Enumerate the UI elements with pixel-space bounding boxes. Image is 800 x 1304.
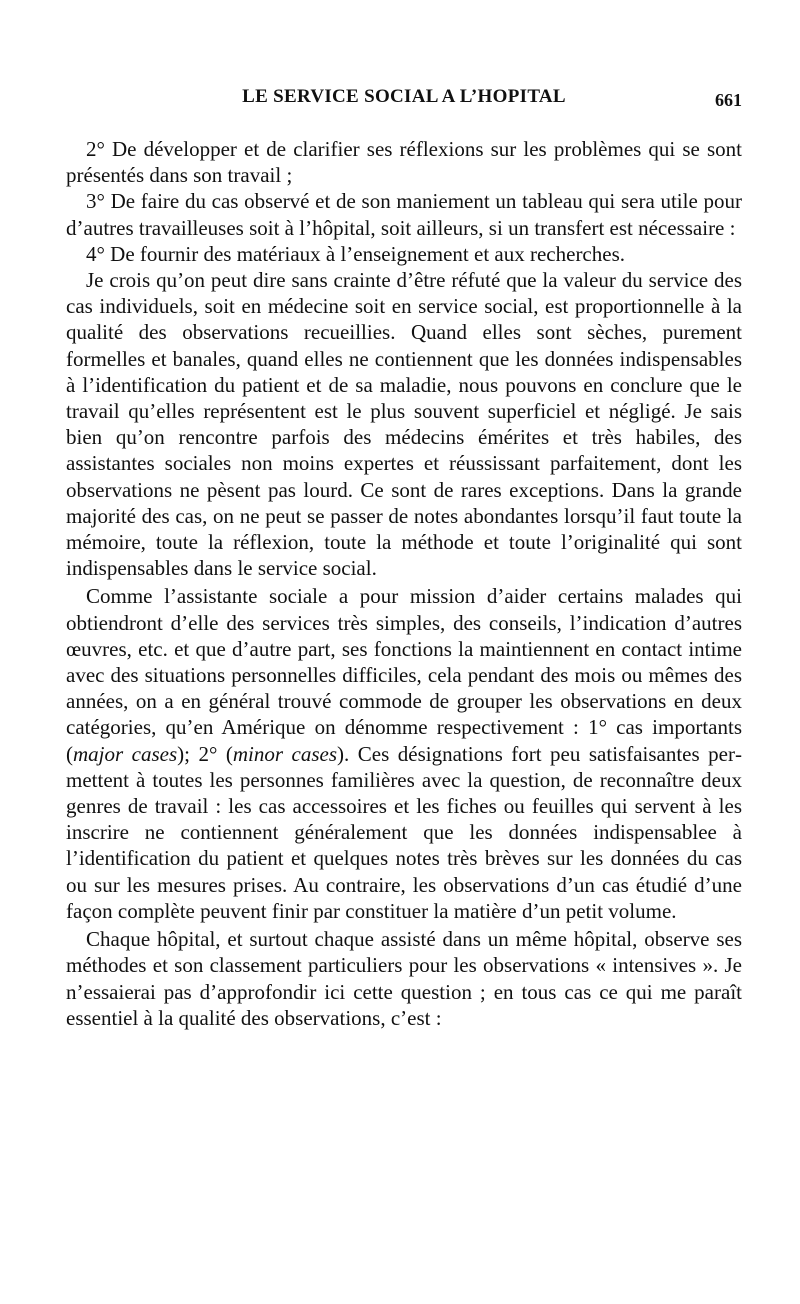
page-number: 661 [715, 90, 742, 110]
paragraph-item-4: 4° De fournir des matériaux à l’enseignement et aux recherches. [86, 241, 625, 266]
italic-term: minor cases [232, 741, 338, 766]
running-title: LE SERVICE SOCIAL A L’HOPITAL [242, 86, 566, 107]
paragraph-item-2: 2° De développer et de clarifier ses réflexions sur les problèmes qui se sont présentés dans son travail ; [66, 137, 742, 188]
paragraph-case-categories [66, 583, 742, 924]
italic-term: major cases [73, 741, 178, 766]
paragraph-value-of-observations: Je crois qu’on peut dire sans crainte d’être réfuté que la valeur du service des cas individuels, soit en médecine soit en service social, est proportionnelle à la qualité des observations recueillies. Quand elles sont sèches, purement formelles et banales, quand elles ne contiennent que les données indispensables à l’identification du patient et de sa maladie, nous pouvons en conclure que le travail qu’elles représentent est le plus souvent superficiel et négligé. Je sais bien qu’on rencontre parfois des médecins émérites et très habiles, des assistantes sociales non moins expertes et réussissant parfaitement, dont les observations ne pèsent pas lourd. Ce sont de rares exceptions. Dans la grande majorité des cas, on ne peut se passer de notes abondantes lorsqu’il faut toute la mémoire, toute la réflexion, toute la méthode et toute l’originalité qui sont indispensables dans le service social. [66, 268, 742, 581]
body-text [66, 136, 742, 1031]
paragraph-hospital-methods: Chaque hôpital, et surtout chaque assisté dans un même hôpital, observe ses méthodes et son classement particuliers pour les observations « intensives ». Je n’essaierai pas d’approfondir ici cette question ; en tous cas ce qui me paraît essentiel à la qualité des observations, c’est : [66, 927, 742, 1030]
paragraph-text: ). Ces désignations fort peu satisfaisantes permettent à toutes les personnes familières avec la question, de reconnaître deux genres de travail : les cas accessoires et les fiches ou feuilles qui servent à les inscrire ne contiennent généralement que les données indispensablee à l’identification du patient et quelques notes très brèves sur les données du cas ou sur les mesures prises. Au contraire, les observations d’un cas étudié d’une façon complète peuvent finir par constituer la matière d’un petit volume. [66, 741, 742, 923]
paragraph-item-3: 3° De faire du cas observé et de son maniement un tableau qui sera utile pour d’autres travailleuses soit à l’hôpital, soit ailleurs, si un transfert est nécessaire : [66, 189, 742, 240]
paragraph-text: Comme l’assistante sociale a pour mission d’aider certains malades qui obtiendront d’elle des services très simples, des conseils, l’indication d’autres œuvres, etc. et que d’autre part, ses fonctions la maintiennent en contact intime avec des situations personnelles difficiles, cela pendant des mois ou mêmes des années, on a en général trouvé commode de grouper les observations en deux catégories, qu’en Amérique on dénomme respectivement : 1° cas importants ( [66, 584, 742, 766]
paragraph-text: ); 2° ( [177, 741, 233, 766]
page-header [66, 86, 742, 116]
